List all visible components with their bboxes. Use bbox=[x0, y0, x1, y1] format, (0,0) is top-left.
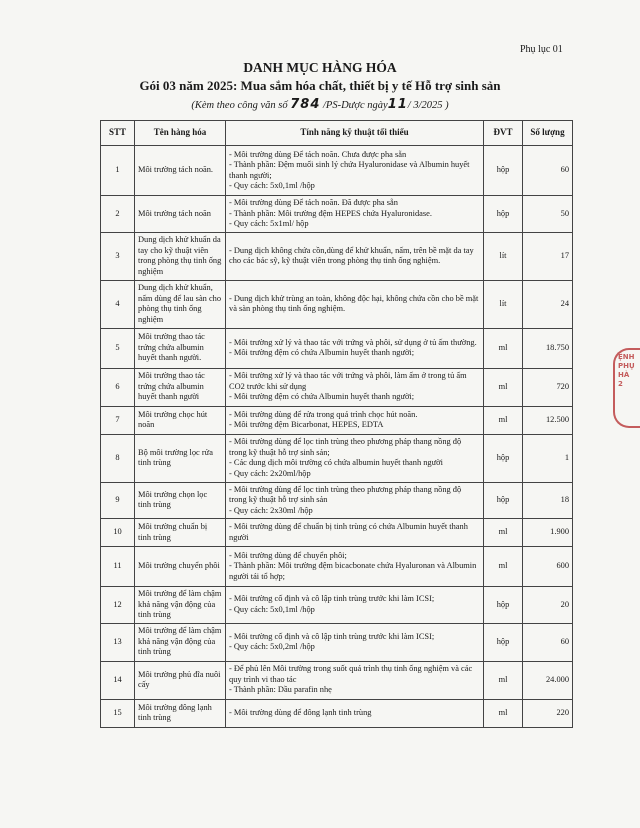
row-unit: lít bbox=[484, 232, 523, 280]
row-stt: 7 bbox=[101, 406, 135, 434]
row-unit: hộp bbox=[484, 587, 523, 624]
spec-line: - Môi trường dùng để lọc tinh trùng theo phương pháp thang nồng độ trong kỹ thuật hỗ trợ sinh sản bbox=[229, 484, 462, 504]
spec-line: - Quy cách: 2x30ml /hộp bbox=[229, 505, 313, 515]
row-specification bbox=[226, 434, 484, 482]
row-item-name: Môi trường chọn lọc tinh trùng bbox=[135, 482, 226, 519]
table-row bbox=[101, 280, 573, 328]
document-title: DANH MỤC HÀNG HÓA bbox=[243, 60, 397, 75]
table-row bbox=[101, 661, 573, 699]
spec-line: - Môi trường dùng để chuyển phôi; bbox=[229, 550, 347, 560]
row-unit: ml bbox=[484, 661, 523, 699]
handwritten-day: 11 bbox=[387, 97, 408, 112]
row-stt: 11 bbox=[101, 547, 135, 587]
spec-line: - Quy cách: 5x0,1ml /hộp bbox=[229, 604, 315, 614]
spec-line: - Quy cách: 2x20ml/hộp bbox=[229, 468, 311, 478]
row-unit: hộp bbox=[484, 196, 523, 233]
row-item-name: Môi trường thao tác trứng chứa albumin huyết thanh người bbox=[135, 368, 226, 406]
table-header-row bbox=[101, 121, 573, 146]
row-stt: 5 bbox=[101, 328, 135, 368]
column-header-name: Tên hàng hóa bbox=[135, 121, 226, 146]
spec-line: - Môi trường dùng để rửa trong quá trình chọc hút noãn. bbox=[229, 409, 418, 419]
row-quantity: 20 bbox=[523, 587, 573, 624]
table-row bbox=[101, 328, 573, 368]
table-row bbox=[101, 196, 573, 233]
row-item-name: Dung dịch khử khuẩn da tay cho kỹ thuật viên trong phòng thụ tinh ống nghiệm bbox=[135, 232, 226, 280]
row-unit: hộp bbox=[484, 482, 523, 519]
row-specification bbox=[226, 280, 484, 328]
row-unit: ml bbox=[484, 519, 523, 547]
row-item-name: Môi trường phủ đĩa nuôi cấy bbox=[135, 661, 226, 699]
row-stt: 9 bbox=[101, 482, 135, 519]
goods-table bbox=[100, 120, 573, 728]
spec-line: - Môi trường cố định và cô lập tinh trùng trước khi làm ICSI; bbox=[229, 594, 435, 604]
spec-line: - Môi trường xử lý và thao tác với trứng và phôi, làm ấm ở trong tủ ấm CO2 trước khi sử dụng bbox=[229, 371, 467, 391]
row-item-name: Môi trường để làm chậm khả năng vận động của tinh trùng bbox=[135, 587, 226, 624]
row-specification bbox=[226, 661, 484, 699]
column-header-spec: Tính năng kỹ thuật tối thiểu bbox=[226, 121, 484, 146]
row-specification bbox=[226, 328, 484, 368]
table-row bbox=[101, 434, 573, 482]
handwritten-document-number: 784 bbox=[290, 97, 321, 112]
row-quantity: 720 bbox=[523, 368, 573, 406]
row-item-name: Môi trường để làm chậm khả năng vận động của tinh trùng bbox=[135, 623, 226, 661]
row-quantity: 18.750 bbox=[523, 328, 573, 368]
row-stt: 13 bbox=[101, 623, 135, 661]
spec-line: - Thành phần: Môi trường đệm bicacbonate chứa Hyaluronan và Albumin người tái tổ hợp; bbox=[229, 561, 477, 581]
row-stt: 14 bbox=[101, 661, 135, 699]
spec-line: - Môi trường dùng để đông lạnh tinh trùng bbox=[229, 707, 372, 717]
spec-line: - Thành phần: Dầu parafin nhẹ bbox=[229, 685, 332, 695]
spec-line: - Dung dịch khử trùng an toàn, không độc hại, không chứa cồn cho bề mặt và sàn phòng thụ tinh ống nghiệm. bbox=[229, 293, 479, 313]
row-quantity: 1.900 bbox=[523, 519, 573, 547]
row-stt: 6 bbox=[101, 368, 135, 406]
table-row bbox=[101, 587, 573, 624]
reference-note bbox=[0, 97, 640, 112]
row-quantity: 220 bbox=[523, 699, 573, 727]
row-item-name: Môi trường thao tác trứng chứa albumin huyết thanh người. bbox=[135, 328, 226, 368]
row-quantity: 24 bbox=[523, 280, 573, 328]
spec-line: - Để phủ lên Môi trường trong suốt quá trình thụ tinh ống nghiệm và các quy trình vi thao tác bbox=[229, 664, 473, 684]
row-quantity: 17 bbox=[523, 232, 573, 280]
row-unit: ml bbox=[484, 406, 523, 434]
column-header-unit: ĐVT bbox=[484, 121, 523, 146]
row-specification bbox=[226, 699, 484, 727]
row-item-name: Bộ môi trường lọc rửa tinh trùng bbox=[135, 434, 226, 482]
row-item-name: Môi trường đông lạnh tinh trùng bbox=[135, 699, 226, 727]
row-quantity: 60 bbox=[523, 623, 573, 661]
spec-line: - Môi trường cố định và cô lập tinh trùng trước khi làm ICSI; bbox=[229, 631, 435, 641]
row-specification bbox=[226, 482, 484, 519]
row-item-name: Dung dịch khử khuẩn, nấm dùng để lau sàn cho phòng thụ tinh ống nghiệm bbox=[135, 280, 226, 328]
red-seal-stamp: ỆNH PHỤ HÀ 2 bbox=[613, 348, 640, 428]
row-stt: 1 bbox=[101, 146, 135, 196]
table-row bbox=[101, 146, 573, 196]
table-body bbox=[101, 146, 573, 728]
row-specification bbox=[226, 196, 484, 233]
spec-line: - Môi trường đệm Bicarbonat, HEPES, EDTA bbox=[229, 420, 384, 429]
spec-line: - Dung dịch không chứa cồn,dùng để khử khuẩn, nấm, trên bề mặt da tay cho các bác sỹ, kỹ thuật viên trong phòng thụ tinh ống nghiệm. bbox=[229, 245, 474, 265]
appendix-label: Phụ lục 01 bbox=[520, 44, 563, 55]
row-stt: 10 bbox=[101, 519, 135, 547]
spec-line: - Môi trường dùng Để tách noãn. Đã được pha sẵn bbox=[229, 198, 398, 207]
spec-line: - Môi trường đệm có chứa Albumin huyết thanh người; bbox=[229, 348, 415, 357]
row-quantity: 12.500 bbox=[523, 406, 573, 434]
column-header-quantity: Số lượng bbox=[523, 121, 573, 146]
row-quantity: 18 bbox=[523, 482, 573, 519]
table-row bbox=[101, 232, 573, 280]
row-specification bbox=[226, 519, 484, 547]
row-stt: 12 bbox=[101, 587, 135, 624]
row-stt: 15 bbox=[101, 699, 135, 727]
table-row bbox=[101, 547, 573, 587]
row-unit: lít bbox=[484, 280, 523, 328]
row-unit: hộp bbox=[484, 434, 523, 482]
row-item-name: Môi trường chọc hút noãn bbox=[135, 406, 226, 434]
row-unit: ml bbox=[484, 699, 523, 727]
row-quantity: 600 bbox=[523, 547, 573, 587]
row-specification bbox=[226, 146, 484, 196]
row-specification bbox=[226, 623, 484, 661]
row-quantity: 60 bbox=[523, 146, 573, 196]
row-unit: hộp bbox=[484, 146, 523, 196]
row-specification bbox=[226, 587, 484, 624]
table-row bbox=[101, 623, 573, 661]
row-specification bbox=[226, 368, 484, 406]
row-item-name: Môi trường chuyển phôi bbox=[135, 547, 226, 587]
row-stt: 3 bbox=[101, 232, 135, 280]
row-quantity: 24.000 bbox=[523, 661, 573, 699]
row-unit: hộp bbox=[484, 623, 523, 661]
row-specification bbox=[226, 232, 484, 280]
document-subtitle: Gói 03 năm 2025: Mua sắm hóa chất, thiết bị y tế Hỗ trợ sinh sản bbox=[139, 78, 501, 93]
row-stt: 2 bbox=[101, 196, 135, 233]
note-suffix: / 3/2025 ) bbox=[407, 100, 449, 111]
row-unit: ml bbox=[484, 368, 523, 406]
spec-line: - Môi trường xử lý và thao tác với trứng và phôi, sử dụng ở tủ ấm thường. bbox=[229, 337, 477, 347]
table-row bbox=[101, 482, 573, 519]
spec-line: - Quy cách: 5x1ml/ hộp bbox=[229, 219, 309, 228]
note-prefix: (Kèm theo công văn số bbox=[191, 100, 288, 111]
spec-line: - Môi trường dùng để lọc tinh trùng theo phương pháp thang nồng độ trong kỹ thuật hỗ trợ sinh sản; bbox=[229, 437, 462, 457]
row-specification bbox=[226, 406, 484, 434]
row-stt: 8 bbox=[101, 434, 135, 482]
spec-line: - Thành phần: Môi trường đệm HEPES chứa Hyaluronidase. bbox=[229, 208, 432, 218]
row-item-name: Môi trường chuẩn bị tinh trùng bbox=[135, 519, 226, 547]
row-quantity: 50 bbox=[523, 196, 573, 233]
spec-line: - Thành phần: Đệm muối sinh lý chứa Hyaluronidase và Albumin huyết thanh người; bbox=[229, 160, 470, 180]
row-item-name: Môi trường tách noãn. bbox=[135, 146, 226, 196]
spec-line: - Quy cách: 5x0,2ml /hộp bbox=[229, 642, 315, 651]
row-specification bbox=[226, 547, 484, 587]
spec-line: - Môi trường dùng để chuẩn bị tinh trùng có chứa Albumin huyết thanh người bbox=[229, 522, 468, 542]
spec-line: - Môi trường đệm có chứa Albumin huyết thanh người; bbox=[229, 392, 415, 402]
column-header-stt: STT bbox=[101, 121, 135, 146]
table-row bbox=[101, 699, 573, 727]
row-stt: 4 bbox=[101, 280, 135, 328]
table-row bbox=[101, 406, 573, 434]
note-middle: /PS-Dược ngày bbox=[323, 100, 388, 111]
spec-line: - Môi trường dùng Để tách noãn. Chưa được pha sẵn bbox=[229, 149, 407, 159]
row-unit: ml bbox=[484, 547, 523, 587]
row-quantity: 1 bbox=[523, 434, 573, 482]
row-unit: ml bbox=[484, 328, 523, 368]
table-row bbox=[101, 519, 573, 547]
row-item-name: Môi trường tách noãn bbox=[135, 196, 226, 233]
spec-line: - Các dung dịch môi trường có chứa albumin huyết thanh người bbox=[229, 458, 443, 467]
table-row bbox=[101, 368, 573, 406]
spec-line: - Quy cách: 5x0,1ml /hộp bbox=[229, 181, 315, 190]
